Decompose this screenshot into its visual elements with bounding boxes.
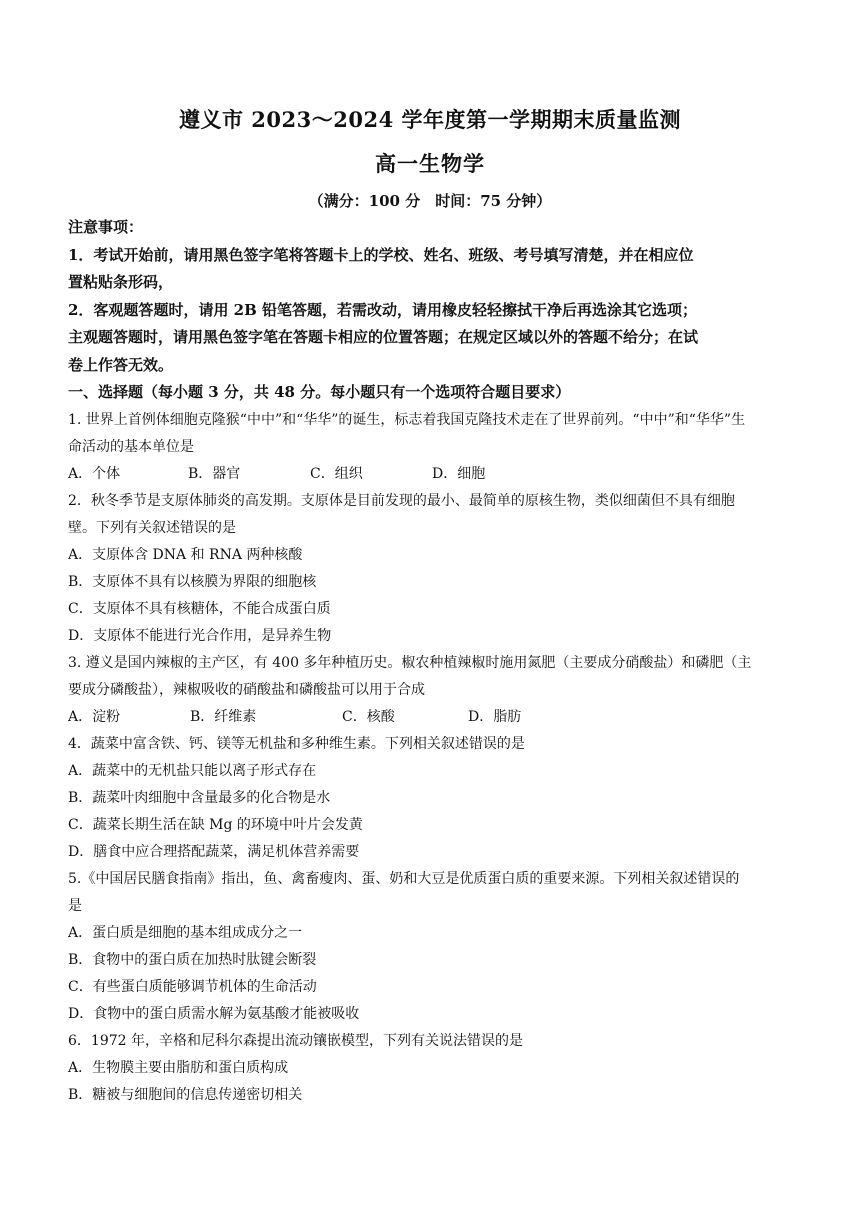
q3-option-c: C．核酸 [342,708,395,725]
q1-stem-line-1: 1. 世界上首例体细胞克隆猴“中中”和“华华”的诞生，标志着我国克隆技术走在了世界前列。“中中”和“华华”生 [68,411,746,428]
q4-option-c: C．蔬菜长期生活在缺 Mg 的环境中叶片会发黄 [68,816,363,833]
q5-option-b: B．食物中的蛋白质在加热时肽键会断裂 [68,951,317,968]
score-time: （满分：100 分 时间：75 分钟） [308,192,552,210]
q4-stem-line-1: 4．蔬菜中富含铁、钙、镁等无机盐和多种维生素。下列相关叙述错误的是 [68,735,525,752]
q5-option-a: A．蛋白质是细胞的基本组成成分之一 [68,924,303,941]
q2-stem-line-1: 2．秋冬季节是支原体肺炎的高发期。支原体是目前发现的最小、最简单的原核生物，类似细菌但不具有细胞 [68,492,735,509]
exam-content [68,214,794,1109]
q1-option-c: C．组织 [310,465,363,482]
q6-option-a: A．生物膜主要由脂肪和蛋白质构成 [68,1059,289,1076]
q4-option-d: D．膳食中应合理搭配蔬菜，满足机体营养需要 [68,843,360,860]
q3-option-d: D．脂肪 [468,708,522,725]
q1-stem-line-2: 命活动的基本单位是 [68,438,194,455]
note-2-line-2: 主观题答题时，请用黑色签字笔在答题卡相应的位置答题；在规定区域以外的答题不给分；在试 [68,328,699,346]
exam-title: 遵义市 2023～2024 学年度第一学期期末质量监测 [178,107,681,132]
q3-option-a: A．淀粉 [68,708,121,725]
notes-heading: 注意事项： [68,218,144,236]
note-2-line-1: 2．客观题答题时，请用 2B 铅笔答题，若需改动，请用橡皮轻轻擦拭干净后再选涂其它选项； [68,300,698,319]
q5-stem-line-1: 5.《中国居民膳食指南》指出，鱼、禽畜瘦肉、蛋、奶和大豆是优质蛋白质的重要来源。下列相关叙述错误的 [68,870,740,887]
q3-stem-line-2: 要成分磷酸盐），辣椒吸收的硝酸盐和磷酸盐可以用于合成 [68,681,425,698]
q1-option-d: D．细胞 [432,465,486,482]
q4-option-a: A．蔬菜中的无机盐只能以离子形式存在 [68,762,317,779]
note-1-line-1: 1．考试开始前，请用黑色签字笔将答题卡上的学校、姓名、班级、考号填写清楚，并在相应位 [68,245,694,264]
q2-option-c: C．支原体不具有核糖体，不能合成蛋白质 [68,600,331,617]
q4-option-b: B．蔬菜叶肉细胞中含量最多的化合物是水 [68,789,331,806]
q3-stem-line-1: 3. 遵义是国内辣椒的主产区，有 400 多年种植历史。椒农种植辣椒时施用氮肥（主要成分硝酸盐）和磷肥（主 [68,654,752,671]
q2-stem-line-2: 壁。下列有关叙述错误的是 [68,519,236,536]
q3-option-b: B．纤维素 [190,708,257,725]
q5-option-c: C．有些蛋白质能够调节机体的生命活动 [68,978,317,995]
q1-option-b: B．器官 [188,465,241,482]
q3-options [68,704,794,731]
q1-option-a: A．个体 [68,465,121,482]
q5-option-d: D．食物中的蛋白质需水解为氨基酸才能被吸收 [68,1005,360,1022]
q2-option-d: D．支原体不能进行光合作用，是异养生物 [68,627,332,644]
q6-option-b: B．糖被与细胞间的信息传递密切相关 [68,1086,303,1103]
section-1-heading: 一、选择题（每小题 3 分，共 48 分。每小题只有一个选项符合题目要求） [68,383,571,401]
q2-option-b: B．支原体不具有以核膜为界限的细胞核 [68,573,317,590]
subject-title: 高一生物学 [375,151,485,176]
q6-stem-line-1: 6．1972 年，辛格和尼科尔森提出流动镶嵌模型，下列有关说法错误的是 [68,1032,523,1049]
note-2-line-3: 卷上作答无效。 [68,355,174,374]
q2-option-a: A．支原体含 DNA 和 RNA 两种核酸 [68,546,303,563]
q5-stem-line-2: 是 [68,897,82,914]
q1-options [68,461,794,488]
note-1-line-2: 置粘贴条形码， [68,273,174,291]
